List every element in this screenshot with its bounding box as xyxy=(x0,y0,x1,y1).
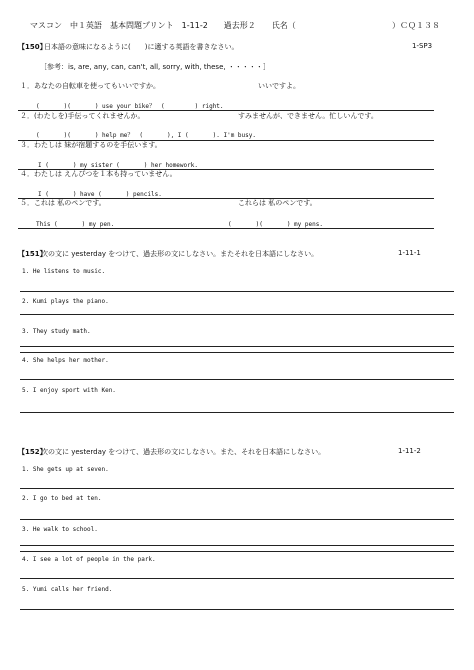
question-ja: ２．(わたしを)手伝ってくれませんか。 xyxy=(20,112,145,120)
answer-line[interactable] xyxy=(20,291,454,292)
question-ja: １．あなたの自転車を使ってもいいですか。 xyxy=(20,82,160,90)
question-ja-reply: これらは 私のペンです。 xyxy=(238,199,317,207)
exercise-item: 3. He walk to school. xyxy=(22,526,98,533)
page-title: マスコン 中１英語 基本問題プリント 1-11-2 過去形２ 氏名（ xyxy=(30,21,296,30)
answer-line[interactable] xyxy=(20,609,454,610)
exercise-item: 3. They study math. xyxy=(22,328,91,335)
question-ja-reply: すみませんが、できません。忙しいんです。 xyxy=(238,112,378,120)
hint-box: ［参考：is, are, any, can, can't, all, sorry, with, these, ・・・・・］ xyxy=(40,63,270,71)
exercise-item: 1. He listens to music. xyxy=(22,268,106,275)
answer-line[interactable] xyxy=(20,346,454,347)
question-ja: ３．わたしは 妹が宿題するのを手伝います。 xyxy=(20,141,162,149)
answer-line[interactable]: ( )( ) my pens. xyxy=(228,221,323,228)
exercise-item: 4. She helps her mother. xyxy=(22,357,109,364)
section-label: 【151】 xyxy=(18,250,47,258)
exercise-item: 5. Yumi calls her friend. xyxy=(22,586,113,593)
question-ja: ４．わたしは えんぴつを１本も持っていません。 xyxy=(20,170,177,178)
exercise-item: 2. I go to bed at ten. xyxy=(22,495,102,502)
answer-underline xyxy=(18,228,434,229)
answer-line[interactable] xyxy=(20,412,454,413)
reference-code: 1-11-2 xyxy=(398,447,421,455)
instruction: 次の文に yesterday をつけて、過去形の文にしなさい。またそれを日本語にしなさい。 xyxy=(41,250,319,258)
question-ja-reply: いいですよ。 xyxy=(258,82,300,90)
answer-line[interactable]: This ( ) my pen. xyxy=(36,221,115,228)
reference-code: 1-SP3 xyxy=(412,42,433,50)
answer-line[interactable] xyxy=(20,519,454,520)
answer-line[interactable] xyxy=(20,551,454,552)
question-ja: ５．これは 私のペンです。 xyxy=(20,199,106,207)
instruction: 次の文に yesterday をつけて、過去形の文にしなさい。また、それを日本語にしなさい。 xyxy=(41,448,326,456)
exercise-item: 1. She gets up at seven. xyxy=(22,466,109,473)
answer-line[interactable]: ( )( ) help me？ ( ), I ( ). I'm busy. xyxy=(36,132,256,139)
exercise-item: 4. I see a lot of people in the park. xyxy=(22,556,156,563)
answer-line[interactable]: I ( ) my sister ( ) her homework. xyxy=(38,162,198,169)
answer-line[interactable] xyxy=(20,379,454,380)
exercise-item: 5. I enjoy sport with Ken. xyxy=(22,387,116,394)
print-code: ）ＣＱ１３８ xyxy=(392,21,440,30)
answer-line[interactable] xyxy=(20,545,454,546)
answer-line[interactable]: I ( ) have ( ) pencils. xyxy=(38,191,162,198)
answer-line[interactable] xyxy=(20,488,454,489)
answer-line[interactable]: ( )( ) use your bike？ ( ) right. xyxy=(36,103,224,110)
section-label: 【150】 xyxy=(18,43,47,51)
exercise-item: 2. Kumi plays the piano. xyxy=(22,298,109,305)
answer-line[interactable] xyxy=(20,352,454,353)
reference-code: 1-11-1 xyxy=(398,249,421,257)
answer-line[interactable] xyxy=(20,578,454,579)
section-label: 【152】 xyxy=(18,448,47,456)
instruction: 日本語の意味になるように( )に適する英語を書きなさい。 xyxy=(44,43,239,51)
answer-line[interactable] xyxy=(20,314,454,315)
